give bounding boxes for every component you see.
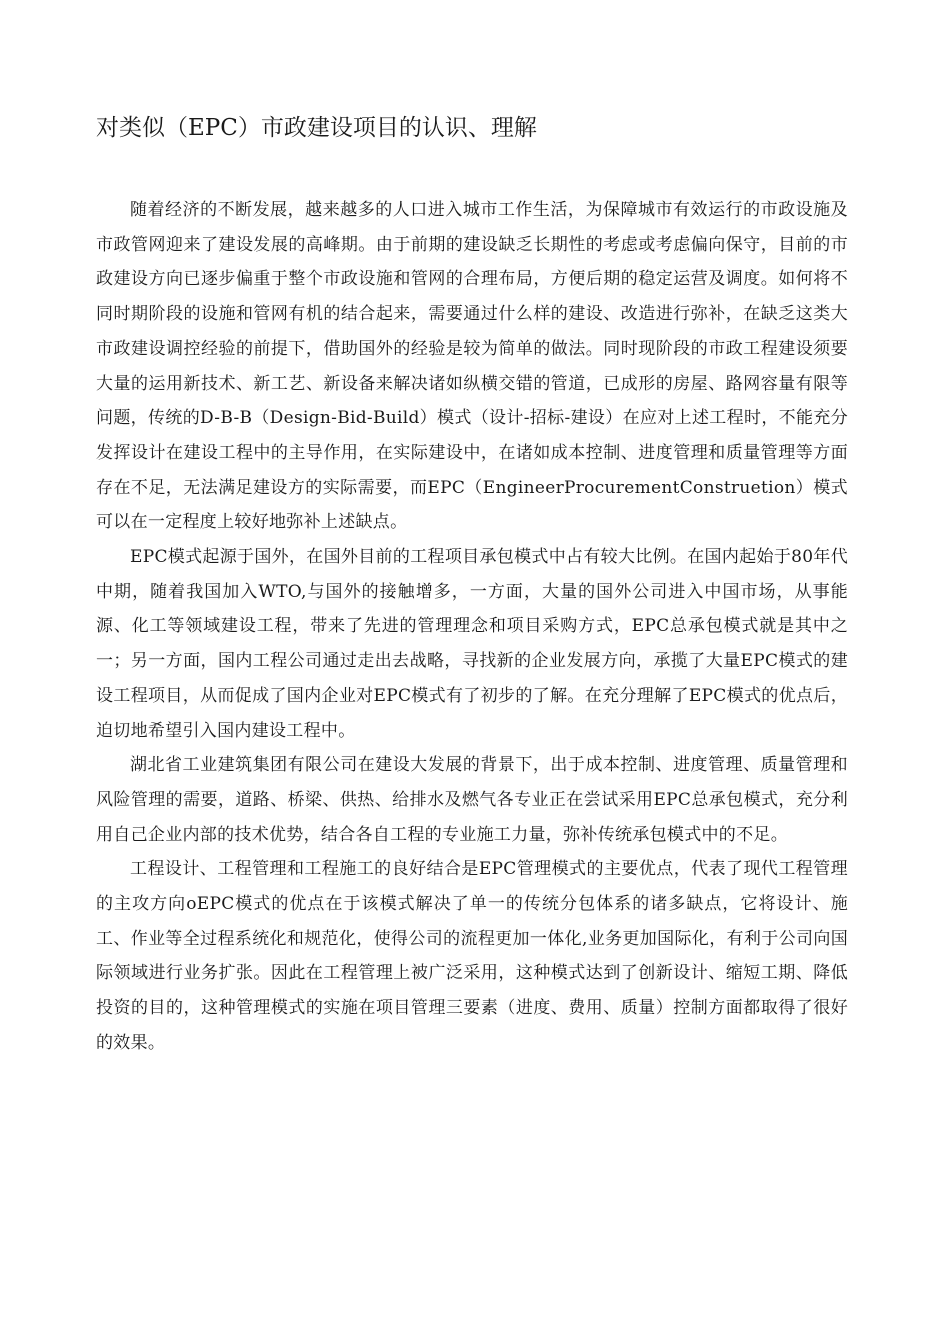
paragraph-2: EPC模式起源于国外，在国外目前的工程项目承包模式中占有较大比例。在国内起始于80年代中期，随着我国加入WTO,与国外的接触增多，一方面，大量的国外公司进入中国市场，从事能源、化工等领域建设工程，带来了先进的管理理念和项目采购方式，EPC总承包模式就是其中之一；另一方面，国内工程公司通过走出去战略，寻找新的企业发展方向，承揽了大量EPC模式的建设工程项目，从而促成了国内企业对EPC模式有了初步的了解。在充分理解了EPC模式的优点后，迫切地希望引入国内建设工程中。 (96, 547, 848, 741)
paragraph-4: 工程设计、工程管理和工程施工的良好结合是EPC管理模式的主要优点，代表了现代工程管理的主攻方向oEPC模式的优点在于该模式解决了单一的传统分包体系的诸多缺点，它将设计、施工、作业等全过程系统化和规范化，使得公司的流程更加一体化,业务更加国际化，有利于公司向国际领域进行业务扩张。因此在工程管理上被广泛采用，这种模式达到了创新设计、缩短工期、降低投资的目的，这种管理模式的实施在项目管理三要素（进度、费用、质量）控制方面都取得了很好的效果。 (96, 859, 848, 1053)
page-title: 对类似（EPC）市政建设项目的认识、理解 (96, 115, 537, 141)
paragraph-1: 随着经济的不断发展，越来越多的人口进入城市工作生活，为保障城市有效运行的市政设施及市政管网迎来了建设发展的高峰期。由于前期的建设缺乏长期性的考虑或考虑偏向保守，目前的市政建设方向已逐步偏重于整个市政设施和管网的合理布局，方便后期的稳定运营及调度。如何将不同时期阶段的设施和管网有机的结合起来，需要通过什么样的建设、改造进行弥补，在缺乏这类大市政建设调控经验的前提下，借助国外的经验是较为简单的做法。同时现阶段的市政工程建设须要大量的运用新技术、新工艺、新设备来解决诸如纵横交错的管道，已成形的房屋、路网容量有限等问题，传统的D-B-B（Design-Bid-Build）模式（设计-招标-建设）在应对上述工程时，不能充分发挥设计在建设工程中的主导作用，在实际建设中，在诸如成本控制、进度管理和质量管理等方面存在不足，无法满足建设方的实际需要，而EPC（EngineerProcurementConstruetion）模式可以在一定程度上较好地弥补上述缺点。 (96, 200, 848, 533)
document-body (96, 193, 848, 1061)
paragraph-3: 湖北省工业建筑集团有限公司在建设大发展的背景下，出于成本控制、进度管理、质量管理和风险管理的需要，道路、桥梁、供热、给排水及燃气各专业正在尝试采用EPC总承包模式，充分利用自己企业内部的技术优势，结合各自工程的专业施工力量，弥补传统承包模式中的不足。 (96, 755, 848, 845)
